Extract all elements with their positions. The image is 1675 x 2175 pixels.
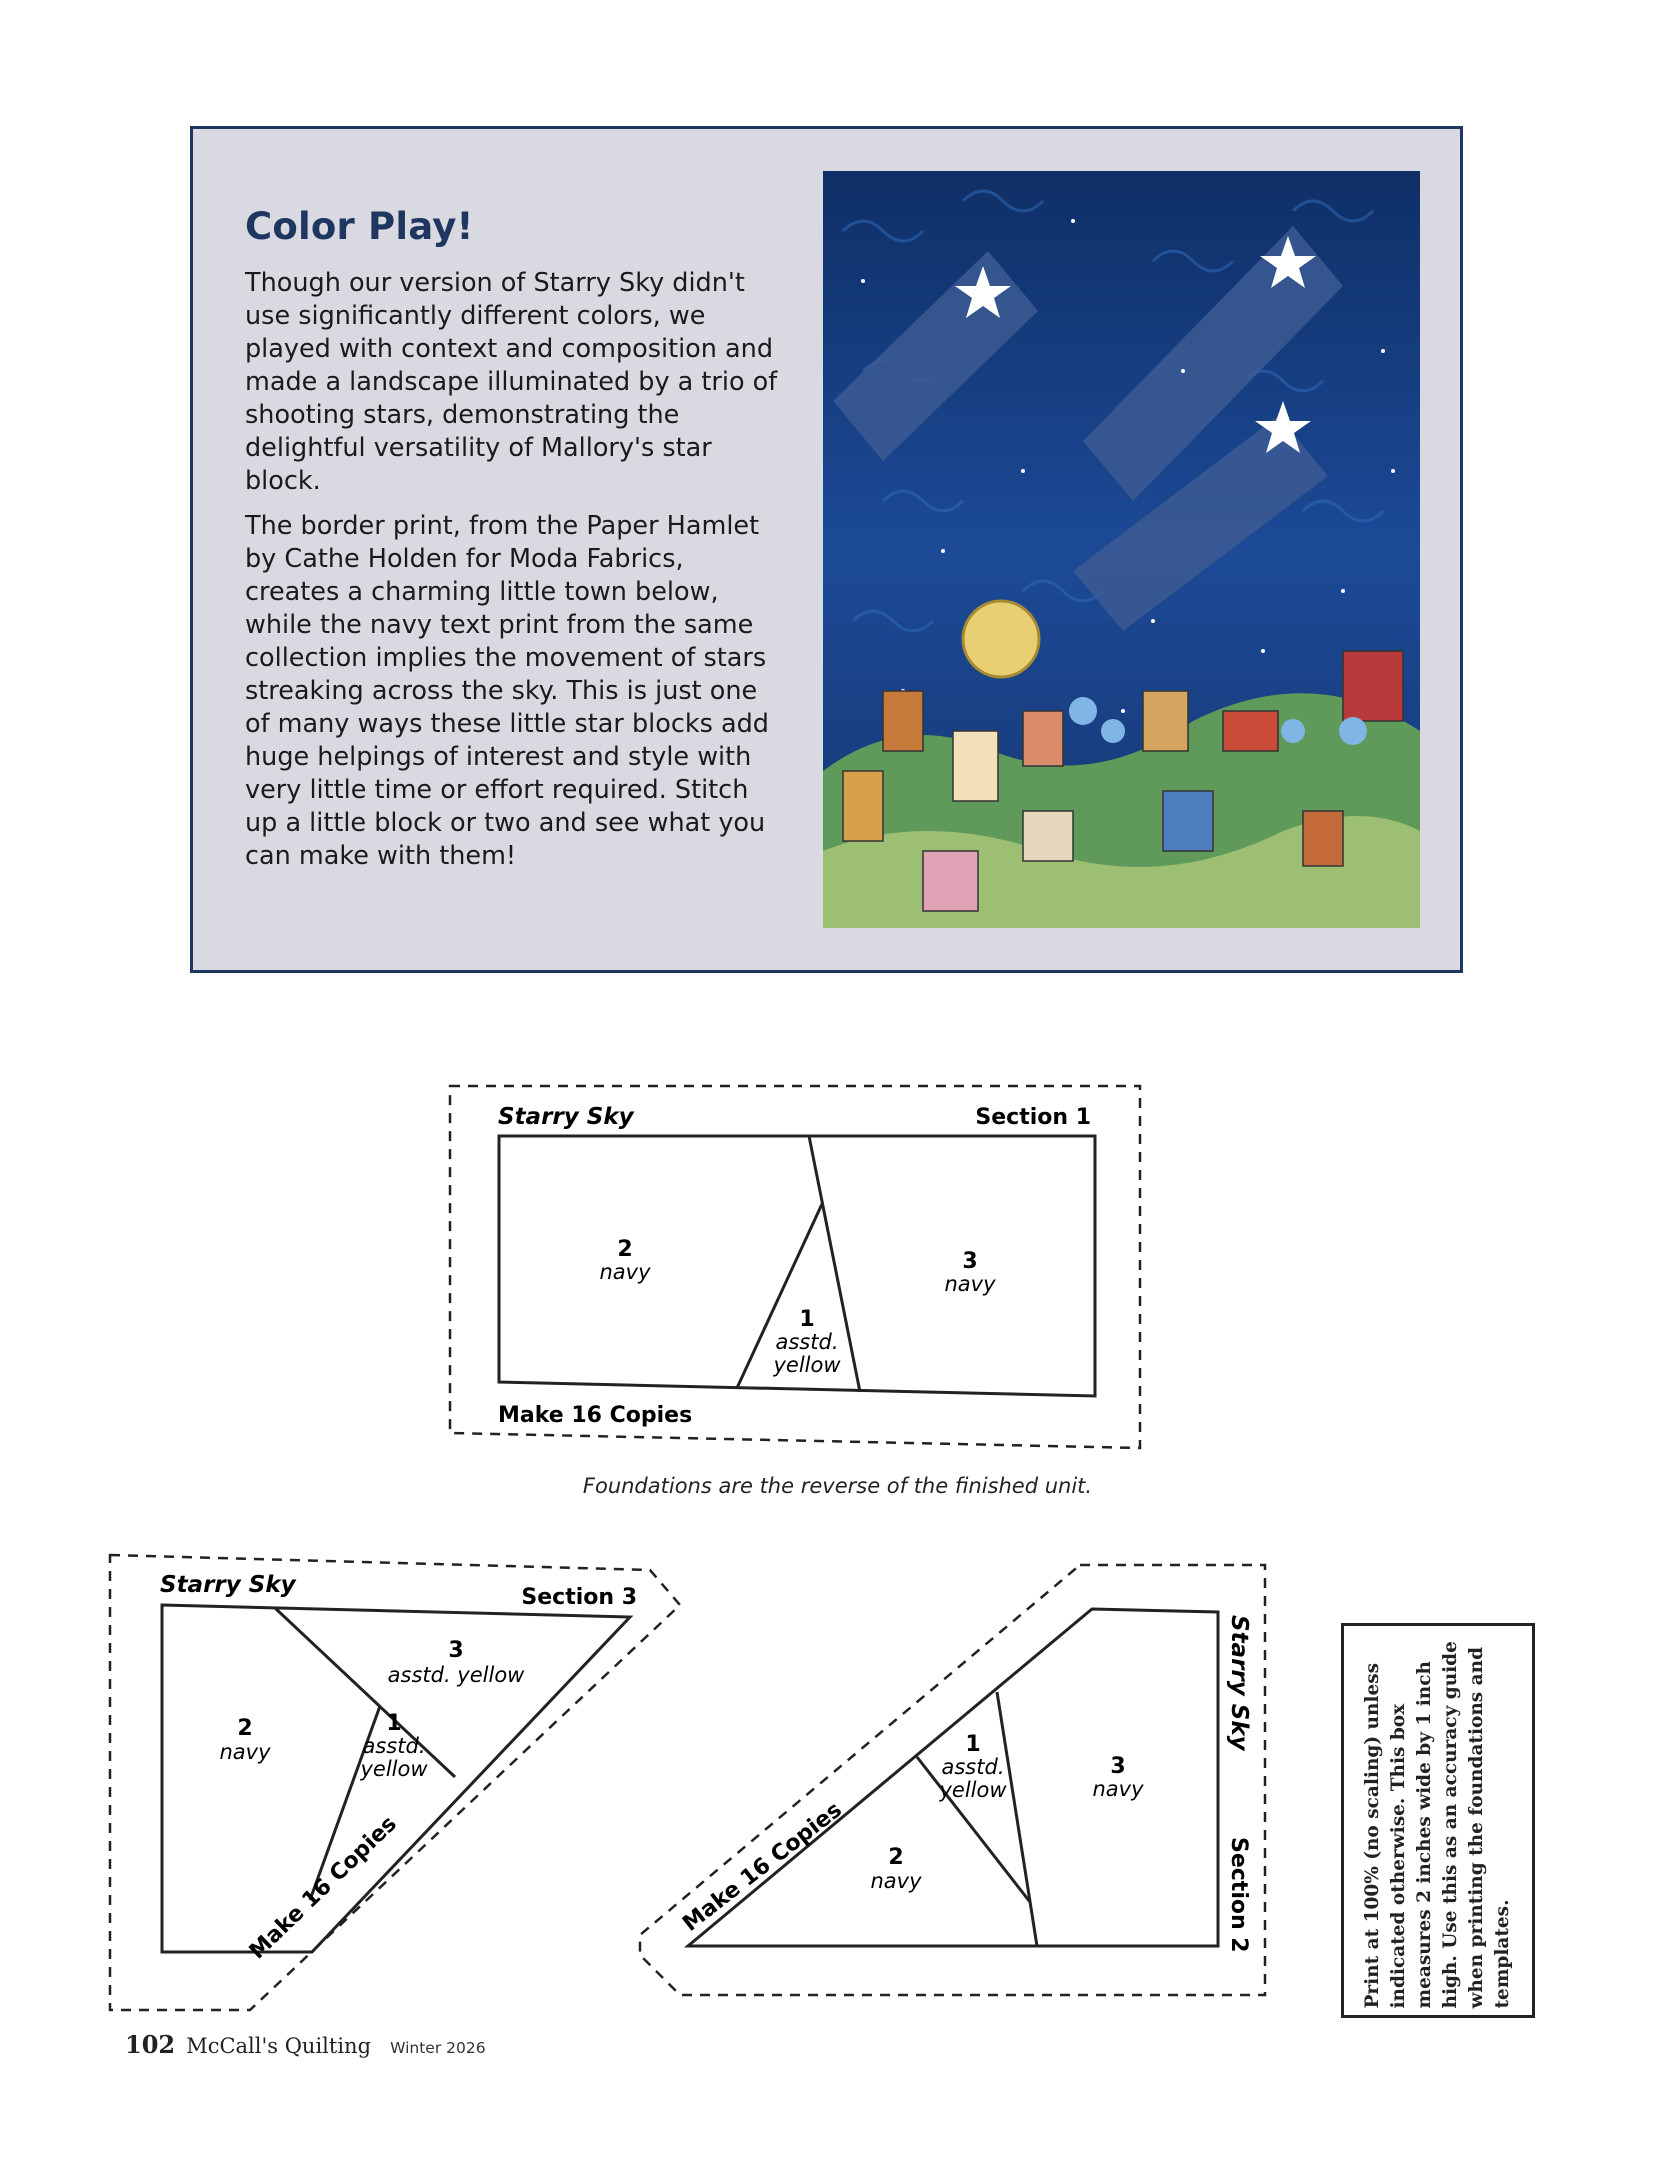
section-3-piece-1-num: 1 <box>386 1711 402 1736</box>
sidebar-paragraph-1: Though our version of Starry Sky didn't use significantly different colors, we played with context and composition and made a landscape illuminated by a trio of shooting stars, demonstrating the delightful versatility of Mallory's star block. <box>245 268 778 496</box>
section-1-copies: Make 16 Copies <box>498 1403 693 1428</box>
foundation-caption: Foundations are the reverse of the finished unit. <box>582 1474 1093 1498</box>
magazine-name: McCall's Quilting <box>186 2034 372 2058</box>
section-1-title: Starry Sky <box>498 1104 634 1130</box>
section-2-foundation <box>630 1555 1280 2015</box>
section-3-piece-2-color: navy <box>219 1740 271 1764</box>
quilt-photo <box>823 171 1420 928</box>
sidebar-paragraph-2: The border print, from the Paper Hamlet by Cathe Holden for Moda Fabrics, creates a charming little town below, while the navy text print from the same collection implies the movement of stars streaking across the sky. This is just one of many ways these little star blocks add huge helpings of interest and style with very little time or effort required. Stitch up a little block or two and see what you can make with them! <box>245 511 769 871</box>
section-1-piece-2-num: 2 <box>617 1237 633 1262</box>
section-3-piece-3-color: asstd. yellow <box>387 1663 525 1687</box>
page-number: 102 <box>125 2030 176 2059</box>
section-2-piece-2-num: 2 <box>888 1845 904 1870</box>
section-1-piece-3-num: 3 <box>962 1249 978 1274</box>
section-3-label: Section 3 <box>521 1585 637 1610</box>
section-2-label: Section 2 <box>1226 1837 1251 1953</box>
section-3-title: Starry Sky <box>160 1572 296 1598</box>
print-note: Print at 100% (no scaling) unless indicated otherwise. This box measures 2 inches wide by 1 inch high. Use this as an accuracy guide when printing the foundations and templates. <box>1362 1640 1513 2008</box>
section-2-copies: Make 16 Copies <box>678 1797 847 1937</box>
section-2-piece-3-color: navy <box>1092 1777 1144 1801</box>
section-2-piece-1-num: 1 <box>965 1732 981 1757</box>
print-accuracy-box <box>1341 1623 1535 2018</box>
section-3-piece-1-color-2: yellow <box>360 1757 428 1781</box>
sidebar-body <box>245 267 785 885</box>
section-1-piece-1-color-1: asstd. <box>775 1330 839 1354</box>
section-2-title: Starry Sky <box>1226 1615 1252 1751</box>
section-2-piece-1-color-2: yellow <box>939 1778 1007 1802</box>
section-1-label: Section 1 <box>975 1105 1091 1130</box>
section-3-piece-3-num: 3 <box>448 1638 464 1663</box>
section-1-piece-2-color: navy <box>599 1260 651 1284</box>
section-1-piece-3-color: navy <box>944 1272 996 1296</box>
color-play-sidebar <box>190 126 1463 973</box>
section-1-foundation <box>440 1080 1150 1460</box>
section-1-piece-1-num: 1 <box>799 1307 815 1332</box>
section-3-piece-1-color-1: asstd. <box>362 1734 426 1758</box>
section-1-piece-1-color-2: yellow <box>773 1353 841 1377</box>
section-3-piece-2-num: 2 <box>237 1716 253 1741</box>
section-2-piece-2-color: navy <box>870 1869 922 1893</box>
sidebar-heading: Color Play! <box>245 205 474 248</box>
section-2-piece-3-num: 3 <box>1110 1754 1126 1779</box>
issue-date: Winter 2026 <box>390 2039 486 2057</box>
section-3-foundation <box>100 1545 700 2020</box>
section-2-piece-1-color-1: asstd. <box>941 1755 1005 1779</box>
page-footer <box>125 2030 486 2059</box>
section-3-copies: Make 16 Copies <box>244 1811 402 1965</box>
